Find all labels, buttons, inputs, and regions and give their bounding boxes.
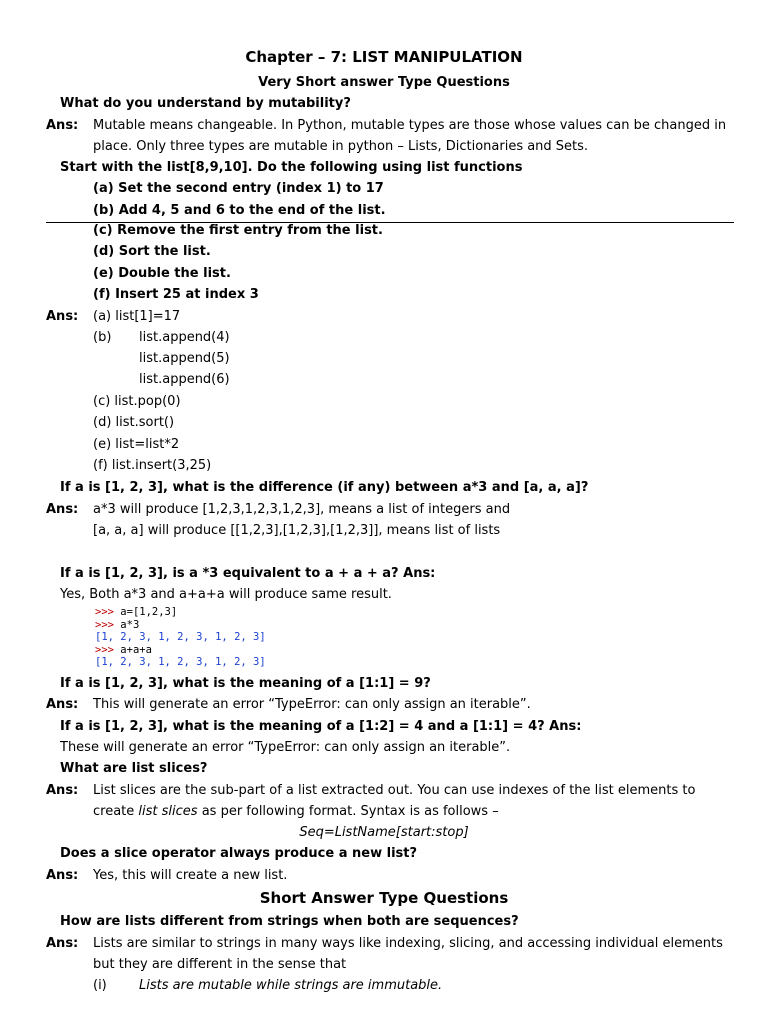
list-item: (c) Remove the first entry from the list.	[93, 223, 383, 238]
code-line: [1, 2, 3, 1, 2, 3, 1, 2, 3]	[95, 656, 266, 669]
answer-text: create list slices as per following format. Syntax is as follows –	[93, 804, 499, 819]
ans-label: Ans:	[46, 309, 79, 324]
answer-text: [a, a, a] will produce [[1,2,3],[1,2,3],[1,2,3]], means list of lists	[93, 523, 501, 538]
code-line: >>> a+a+a	[95, 643, 152, 656]
point-label: (i)	[93, 978, 107, 993]
page-title: Chapter – 7: LIST MANIPULATION	[245, 48, 523, 66]
list-item: (f) Insert 25 at index 3	[93, 287, 259, 302]
section-heading-very-short: Very Short answer Type Questions	[258, 75, 510, 90]
answer-text: place. Only three types are mutable in python – Lists, Dictionaries and Sets.	[93, 139, 589, 154]
ans-label: Ans:	[46, 502, 79, 517]
question-new-list: Does a slice operator always produce a new list?	[60, 846, 418, 861]
list-item: (b) Add 4, 5 and 6 to the end of the list.	[93, 203, 386, 218]
ans-label: Ans:	[46, 697, 79, 712]
answer-text: a*3 will produce [1,2,3,1,2,3,1,2,3], means a list of integers and	[93, 502, 511, 517]
answer-text: but they are different in the sense that	[93, 957, 347, 972]
answer-text: (a) list[1]=17	[93, 309, 181, 324]
ans-label: Ans:	[46, 783, 79, 798]
answer-text: This will generate an error “TypeError: can only assign an iterable”.	[93, 697, 531, 712]
list-item: (d) Sort the list.	[93, 244, 211, 259]
question-lists-vs-strings: How are lists different from strings when both are sequences?	[60, 914, 519, 929]
list-item: (a) Set the second entry (index 1) to 17	[93, 181, 384, 196]
answer-text: list.append(5)	[139, 351, 230, 366]
section-heading-short: Short Answer Type Questions	[259, 889, 509, 907]
answer-text: list.append(4)	[139, 330, 230, 345]
answer-text: (c) list.pop(0)	[93, 394, 181, 409]
question-slice-assign: If a is [1, 2, 3], what is the meaning of a [1:1] = 9?	[60, 676, 431, 691]
code-line: >>> a=[1,2,3]	[95, 606, 178, 618]
answer-text: Yes, Both a*3 and a+a+a will produce same result.	[60, 587, 392, 602]
answer-text: list.append(6)	[139, 372, 230, 387]
answer-text: (b)	[93, 330, 112, 345]
code-line: [1, 2, 3, 1, 2, 3, 1, 2, 3]	[95, 631, 266, 644]
ans-label: Ans:	[46, 118, 79, 133]
code-snippet	[95, 606, 266, 669]
answer-text: List slices are the sub-part of a list extracted out. You can use indexes of the list elements to	[93, 783, 696, 798]
question-mutability: What do you understand by mutability?	[60, 96, 351, 111]
point-text: Lists are mutable while strings are immutable.	[139, 978, 443, 993]
code-line: >>> a*3	[95, 618, 140, 631]
ans-label: Ans:	[46, 936, 79, 951]
answer-text: These will generate an error “TypeError: can only assign an iterable”.	[60, 740, 511, 755]
question-difference: If a is [1, 2, 3], what is the difference (if any) between a*3 and [a, a, a]?	[60, 480, 589, 495]
list-item: (e) Double the list.	[93, 266, 231, 281]
answer-text: (e) list=list*2	[93, 437, 180, 452]
question-equivalent: If a is [1, 2, 3], is a *3 equivalent to a + a + a? Ans:	[60, 566, 436, 581]
answer-text: (f) list.insert(3,25)	[93, 458, 212, 473]
syntax-line: Seq=ListName[start:stop]	[299, 825, 469, 840]
answer-text: (d) list.sort()	[93, 415, 175, 430]
question-slice-assign-2: If a is [1, 2, 3], what is the meaning of a [1:2] = 4 and a [1:1] = 4? Ans:	[60, 719, 582, 734]
ans-label: Ans:	[46, 868, 79, 883]
question-list-slices: What are list slices?	[60, 761, 208, 776]
answer-text: Mutable means changeable. In Python, mutable types are those whose values can be changed in	[93, 118, 727, 133]
answer-text: Lists are similar to strings in many ways like indexing, slicing, and accessing individual elements	[93, 936, 723, 951]
question-list-functions: Start with the list[8,9,10]. Do the following using list functions	[60, 160, 523, 175]
answer-text: Yes, this will create a new list.	[93, 868, 288, 883]
